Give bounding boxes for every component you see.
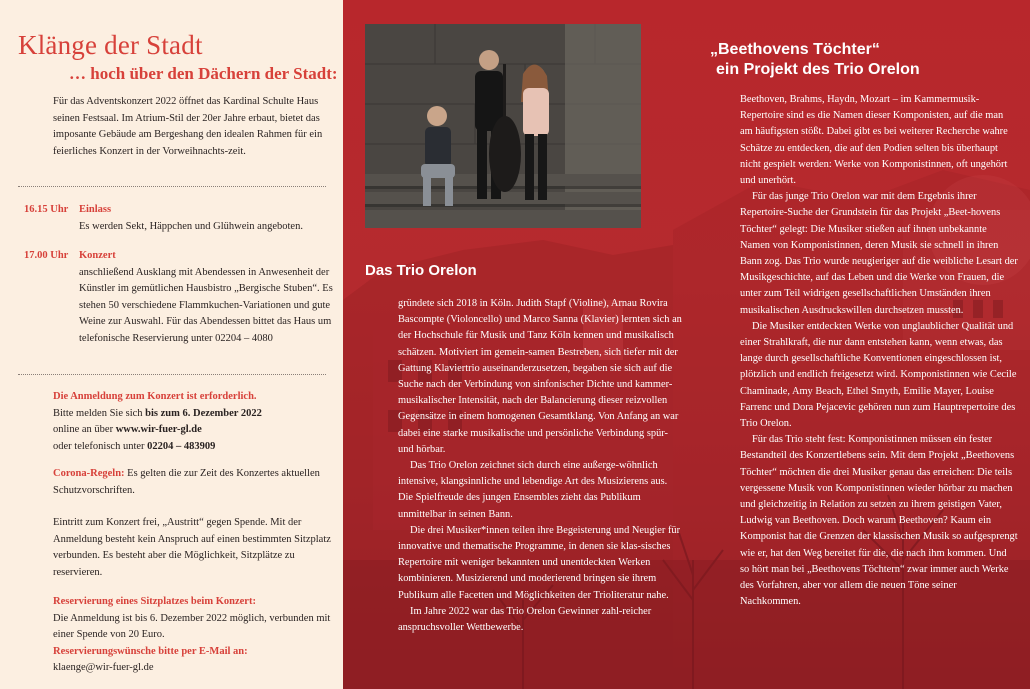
- registration-block: [53, 389, 338, 455]
- beethoven-paragraph: Für das junge Trio Orelon war mit dem Ergebnis ihrer Repertoire-Suche der Grundstein für das Projekt „Beet-hovens Töchter“ gelegt: Die Musiker stießen auf ihnen unbekannte Namen von Komponistinnen, deren Musik sie schnell in ihren Bann zog. Das Trio wurde neugieriger auf die weibliche Lesart der Musikgeschichte, auf das Leben und die Werke von Frauen, die unter zum Teil widrigen gesellschaftlichen Umständen ihren musikalischen Ausdruckswillen durchsetzen mussten.: [740, 191, 1018, 316]
- trio-photo: [365, 24, 641, 228]
- dotted-divider: [18, 374, 326, 375]
- trio-paragraph: Das Trio Orelon zeichnet sich durch eine außerge-wöhnlich intensive, klangsinnliche und lebendige Art des Musizierens aus. Die Spielfreude des jungen Ensembles zieht das Publikum unmittelbar in seinen Bann.: [398, 460, 668, 520]
- page-subtitle: … hoch über den Dächern der Stadt:: [69, 64, 338, 83]
- event-text-einlass: Es werden Sekt, Häppchen und Glühwein angeboten.: [79, 221, 303, 232]
- event-time-einlass: 16.15 Uhr: [24, 204, 69, 215]
- trio-paragraph: Im Jahre 2022 war das Trio Orelon Gewinner zahl-reicher anspruchsvoller Wettbewerbe.: [398, 605, 652, 634]
- registration-heading: Die Anmeldung zum Konzert ist erforderlich.: [53, 391, 257, 402]
- dotted-divider: [18, 186, 326, 187]
- beethoven-paragraph: Für das Trio steht fest: Komponistinnen müssen ein fester Bestandteil des Konzertlebens sein. Mit dem Projekt „Beethovens Töchter“ möchten die drei Musiker genau das erreichen: Die teils vergessene Musik von Komponistinnen wieder hörbar zu machen und gleichzeitig in Relation zu setzen zu ihrem geistigen Vater, Ludwig van Beethoven. Doch warum Beethoven? Kaum ein Komponist hat die Grenzen der klassischen Musik so aufgesprengt wie er, hat den Weg bereitet für die, die nach ihm kommen. Und so hört man bei „Beethovens Töchtern“ zwar immer auch Werke des Vorfahren, aber vor allem die neuen Töne seiner Nachkommen.: [740, 434, 1018, 608]
- event-title-einlass: Einlass: [79, 204, 112, 215]
- beethoven-heading: [710, 40, 920, 80]
- registration-line-3: oder telefonisch unter 02204 – 483909: [53, 440, 216, 452]
- trio-paragraph: gründete sich 2018 in Köln. Judith Stapf (Violine), Arnau Rovira Bascompte (Violoncello) und Marco Sanna (Klavier) lernten sich an der Hochschule für Musik und Tanz Köln kennen und musikalisch schätzen. Motiviert im gemein-samen Bestreben, sich tiefer mit der Gattung Klaviertrio auseinanderzusetzen, begaben sie sich auf die Suche nach der Verbindung von sinfonischer Dichte und kammer-musikalischer Intensität, nach der Balancierung dieser reizvollen Gegensätze in einem homogenen Gesamtklang. Von Anfang an war dabei eine starke musikalische und persönliche Verbindung spür- und hörbar.: [398, 298, 682, 455]
- admission-text: Eintritt zum Konzert frei, „Austritt“ gegen Spende. Mit der Anmeldung besteht kein Anspruch auf einen bestimmten Sitzplatz verbunden. Es besteht aber die Möglichkeit, Sitzplätze zu reservieren.: [53, 517, 331, 578]
- reservation-email-heading: Reservierungswünsche bitte per E-Mail an:: [53, 645, 248, 657]
- beethoven-text-column: [740, 92, 1018, 611]
- corona-text: Es gelten die zur Zeit des Konzertes aktuellen Schutzvorschriften.: [53, 468, 320, 496]
- page-title: Klänge der Stadt: [18, 30, 203, 60]
- beethoven-paragraph: Beethoven, Brahms, Haydn, Mozart – im Kammermusik-Repertoire sind es die Namen dieser Komponisten, auf die man am häufigsten stößt. Dabei gibt es bei weiterer Recherche wahre Schätze zu entdecken, die auf den Podien selten bis überhaupt nicht gespielt werden: Werke von Komponistinnen, oft ungehört und unerhört.: [740, 94, 1008, 187]
- registration-line-2: online an über www.wir-fuer-gl.de: [53, 424, 202, 436]
- event-title-konzert: Konzert: [79, 250, 116, 261]
- reservation-email[interactable]: klaenge@wir-fuer-gl.de: [53, 662, 154, 674]
- event-time-konzert: 17.00 Uhr: [24, 250, 69, 261]
- website-link[interactable]: www.wir-fuer-gl.de: [115, 424, 202, 436]
- right-content-area: [343, 0, 1030, 689]
- phone-number[interactable]: 02204 – 483909: [147, 440, 216, 452]
- beethoven-heading-line-1: „Beethovens Töchter“: [710, 41, 880, 58]
- event-text-konzert: anschließend Ausklang mit Abendessen in Anwesenheit der Künstler im gemütlichen Hausbistro „Bergische Stuben“. Es stehen 50 verschiedene Flammkuchen-Variationen und gute Weine zur Auswahl. Für das Abendessen bittet das Haus um telefonische Reservierung unter 02204 – 4080: [79, 267, 333, 344]
- reservation-text: Die Anmeldung ist bis 6. Dezember 2022 möglich, verbunden mit einer Spende von 20 Euro.: [53, 612, 331, 641]
- left-info-column: [0, 0, 343, 689]
- corona-label: Corona-Regeln:: [53, 468, 125, 479]
- reservation-block: [53, 594, 338, 677]
- intro-text: Für das Adventskonzert 2022 öffnet das Kardinal Schulte Haus seinen Festsaal. Im Atrium-Stil der 20er Jahre erbaut, bietet das imposante Gebäude am Bergeshang den idealen Rahmen für ein feierliches Konzert in der Vorweihnachts-zeit.: [53, 96, 323, 157]
- beethoven-paragraph: Die Musiker entdeckten Werke von unglaublicher Qualität und einer Strahlkraft, die nur dann entstehen kann, wenn etwas, das lange durch gesellschaftliche Konventionen eingeschlossen ist, plötzlich und endlich freigesetzt wird. Komponistinnen wie Cecile Chaminade, Amy Beach, Ethel Smyth, Emilie Mayer, Louise Farrenc und Dora Pejacevic gehören nun zum Hauptrepertoire des Trio Orelon.: [740, 320, 1017, 430]
- trio-paragraph: Die drei Musiker*innen teilen ihre Begeisterung und Neugier für innovative und thematische Programme, in denen sie klas-sisches Repertoire mit weniger bekannten und unentdeckten Werken kombinieren. Musizierend und moderierend bringen sie ihrem Publikum alle Facetten und Möglichkeiten der Trioliteratur nahe.: [398, 524, 681, 601]
- corona-block: [53, 466, 338, 499]
- beethoven-heading-line-2: ein Projekt des Trio Orelon: [716, 61, 920, 78]
- trio-text-column: [398, 296, 683, 636]
- reservation-heading: Reservierung eines Sitzplatzes beim Konzert:: [53, 596, 256, 607]
- trio-heading: Das Trio Orelon: [365, 262, 477, 279]
- registration-line-1: Bitte melden Sie sich bis zum 6. Dezember 2022: [53, 407, 262, 419]
